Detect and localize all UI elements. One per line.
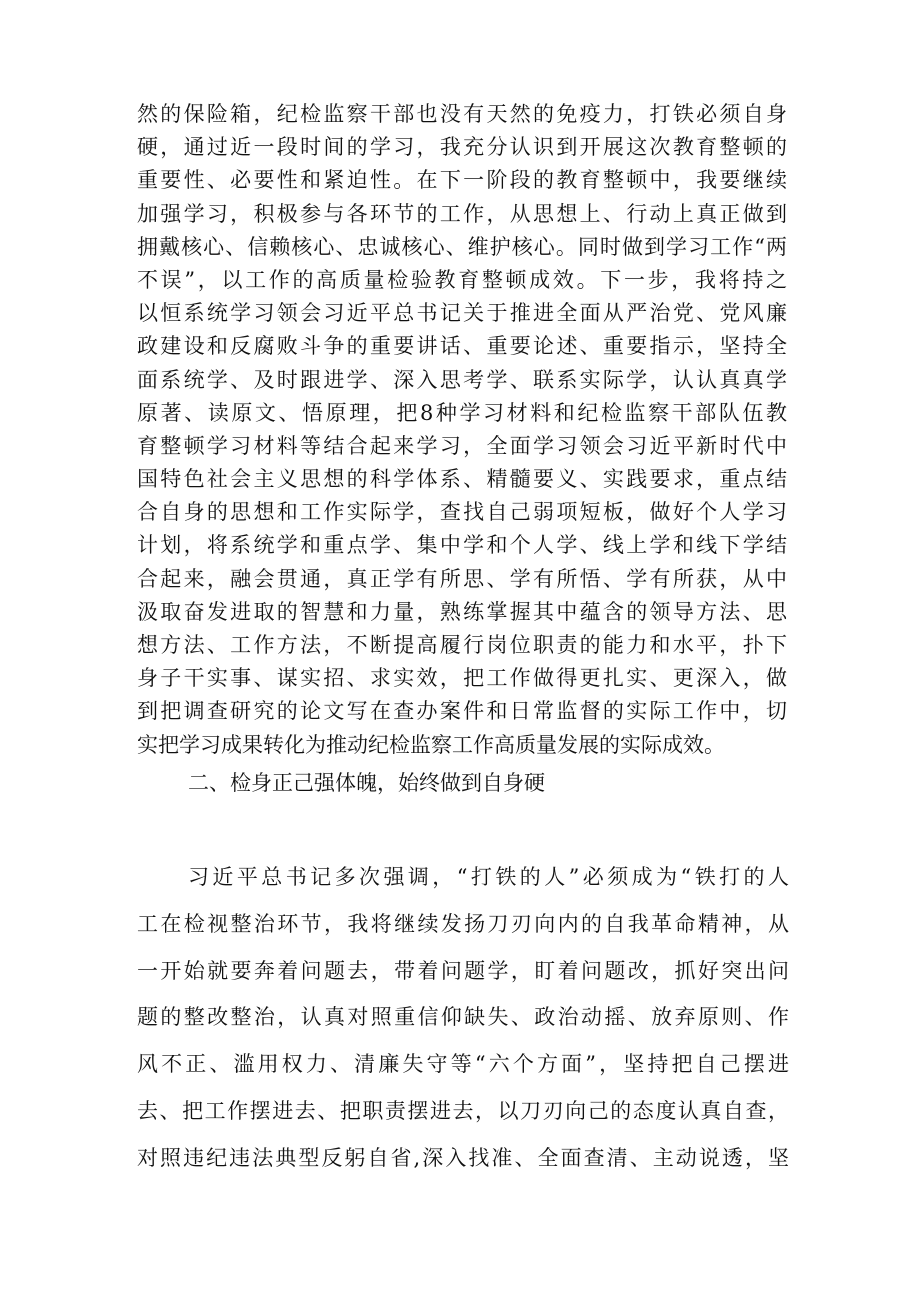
text-line: 工在检视整治环节，我将继续发扬刀刃向内的自我革命精神，从 [137, 911, 789, 936]
section-heading: 二、检身正己强体魄，始终做到自身硬 [188, 771, 545, 795]
text-line: 原著、读原文、悟原理，把8种学习材料和纪检监察干部队伍教 [137, 400, 787, 425]
paragraph-self-inspection [137, 854, 789, 1182]
text-line: 合自身的思想和工作实际学，查找自己弱项短板，做好个人学习 [137, 500, 787, 525]
text-line: 去、把工作摆进去、把职责摆进去，以刀刃向己的态度认真自查， [137, 1098, 789, 1123]
text-line: 育整顿学习材料等结合起来学习，全面学习领会习近平新时代中 [137, 433, 787, 458]
text-line: 国特色社会主义思想的科学体系、精髓要义、实践要求，重点结 [137, 467, 787, 492]
text-line: 硬，通过近一段时间的学习，我充分认识到开展这次教育整顿的 [137, 135, 787, 160]
text-line: 实把学习成果转化为推动纪检监察工作高质量发展的实际成效。 [137, 732, 725, 757]
text-line: 身子干实事、谋实招、求实效，把工作做得更扎实、更深入，做 [137, 666, 787, 691]
text-line: 习近平总书记多次强调，“打铁的人”必须成为“铁打的人 [188, 865, 789, 889]
text-line: 计划，将系统学和重点学、集中学和个人学、线上学和线下学结 [137, 533, 787, 558]
text-line: 拥戴核心、信赖核心、忠诚核心、维护核心。同时做到学习工作“两 [137, 234, 787, 259]
paragraph-study-education [137, 98, 787, 762]
text-line: 重要性、必要性和紧迫性。在下一阶段的教育整顿中，我要继续 [137, 168, 787, 193]
text-line: 对照违纪违法典型反躬自省,深入找准、全面查清、主动说透，坚 [137, 1145, 789, 1170]
text-line: 以恒系统学习领会习近平总书记关于推进全面从严治党、党风廉 [137, 301, 787, 326]
text-line: 想方法、工作方法，不断提高履行岗位职责的能力和水平，扑下 [137, 633, 787, 657]
text-line: 不误”，以工作的高质量检验教育整顿成效。下一步，我将持之 [137, 267, 787, 292]
text-line: 风不正、滥用权力、清廉失守等“六个方面”，坚持把自己摆进 [137, 1052, 789, 1077]
text-line: 面系统学、及时跟进学、深入思考学、联系实际学，认认真真学 [137, 367, 787, 392]
text-line: 题的整改整治，认真对照重信仰缺失、政治动摇、放弃原则、作 [137, 1005, 789, 1030]
text-line: 然的保险箱，纪检监察干部也没有天然的免疫力，打铁必须自身 [137, 102, 787, 126]
text-line: 一开始就要奔着问题去，带着问题学，盯着问题改，抓好突出问 [137, 958, 789, 983]
text-line: 到把调查研究的论文写在查办案件和日常监督的实际工作中，切 [137, 699, 787, 724]
text-line: 政建设和反腐败斗争的重要讲话、重要论述、重要指示，坚持全 [137, 334, 787, 359]
text-line: 加强学习，积极参与各环节的工作，从思想上、行动上真正做到 [137, 201, 787, 226]
text-line: 汲取奋发进取的智慧和力量，熟练掌握其中蕴含的领导方法、思 [137, 599, 787, 624]
text-line: 合起来，融会贯通，真正学有所思、学有所悟、学有所获，从中 [137, 566, 787, 591]
